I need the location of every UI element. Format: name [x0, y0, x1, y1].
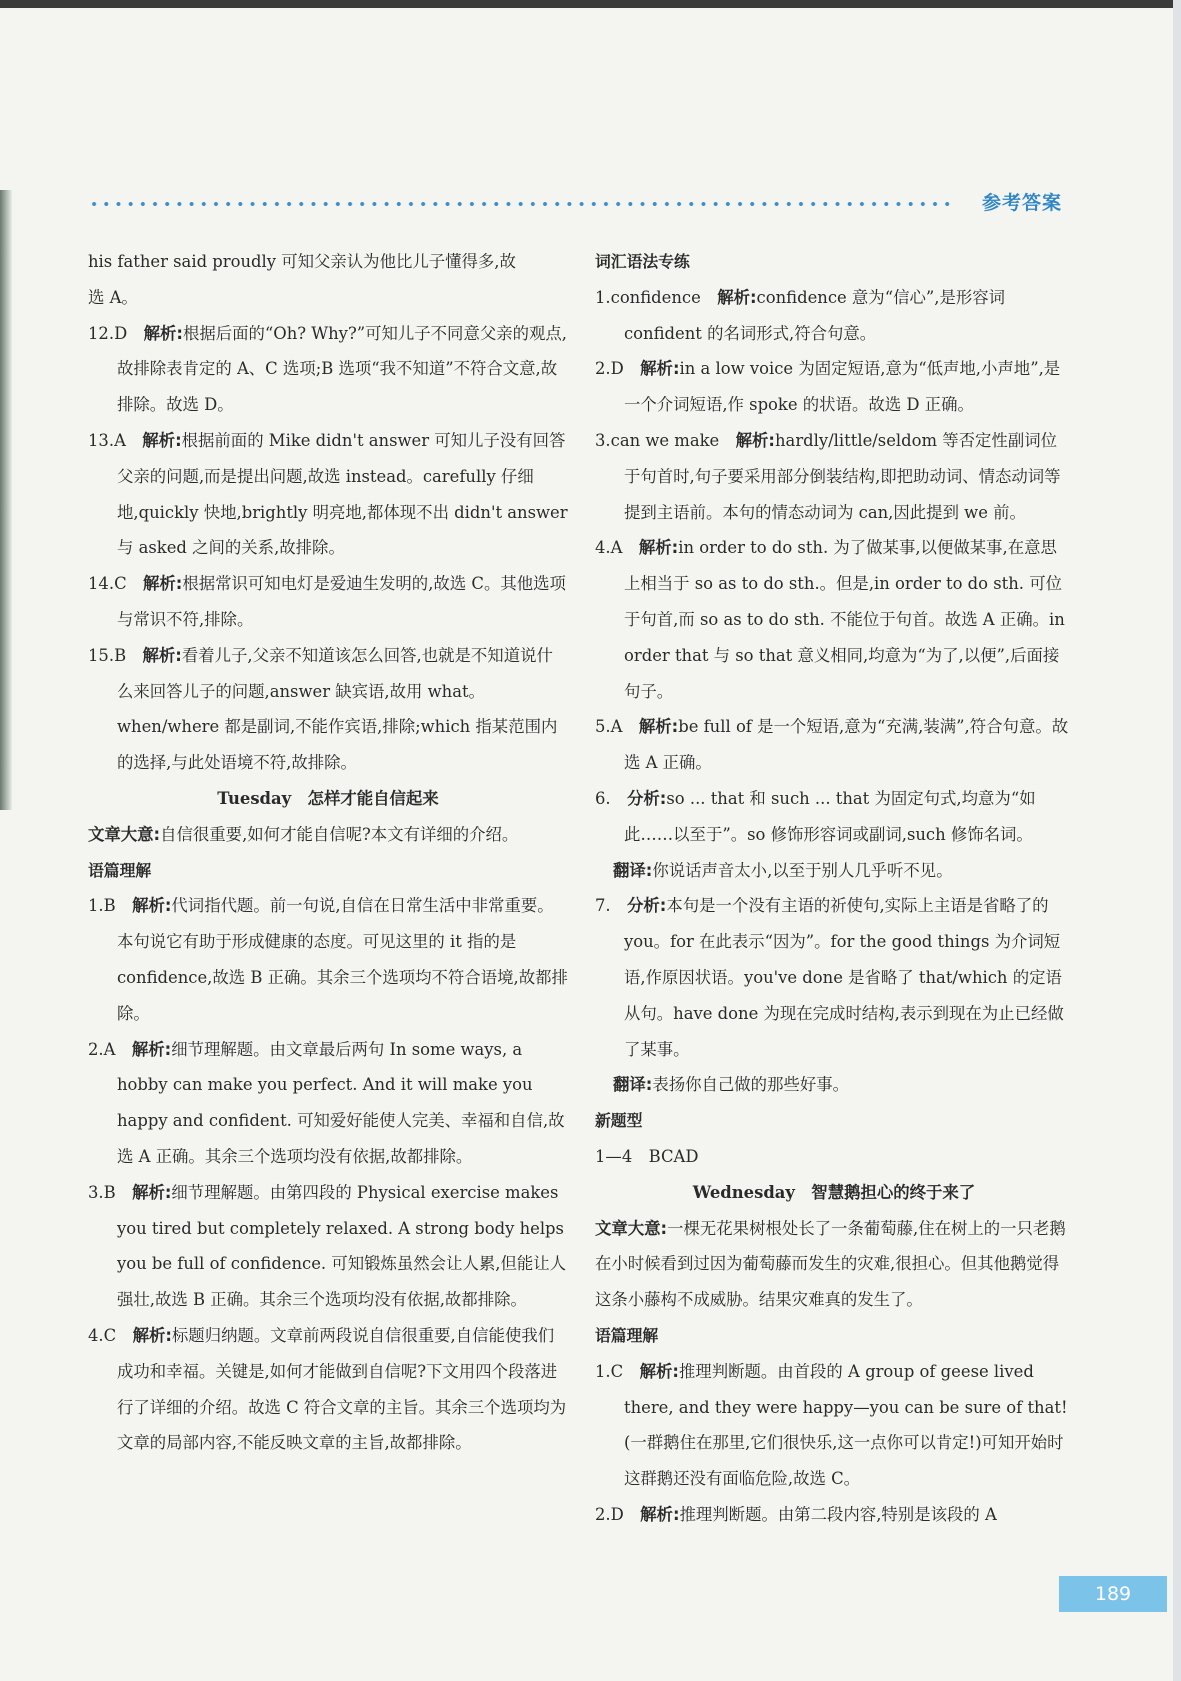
answer-number: 12.D: [88, 323, 128, 343]
answer-item: [595, 351, 1073, 423]
answer-number: 14.C: [88, 574, 127, 594]
answer-text: 代词指代题。前一句说,自信在日常生活中非常重要。本句说它有助于形成健康的态度。可见这里的 it 指的是 confidence,故选 B 正确。其余三个选项均不符合语境,故都排除。: [117, 896, 568, 1023]
summary-paragraph: [595, 1211, 1073, 1318]
scan-left-shadow: [0, 190, 12, 810]
answer-label: 解析:: [131, 1039, 172, 1059]
text-line: his father said proudly 可知父亲认为他比儿子懂得多,故: [88, 252, 516, 271]
answer-text: 根据后面的“Oh? Why?”可知儿子不同意父亲的观点,故排除表肯定的 A、C 选项;B 选项“我不知道”不符合文意,故排除。故选 D。: [117, 323, 568, 415]
answer-number: 4.A: [595, 538, 623, 558]
answer-item: [88, 316, 568, 423]
answer-label: 解析:: [638, 538, 679, 558]
answer-number: 7.: [595, 896, 611, 916]
answer-number: 4.C: [88, 1325, 117, 1345]
answer-item: [595, 423, 1073, 530]
answer-item: [595, 530, 1073, 709]
translation-label: 翻译:: [613, 1075, 653, 1095]
answer-number: 13.A: [88, 430, 126, 450]
answer-text: be full of 是一个短语,意为“充满,装满”,符合句意。故选 A 正确。: [624, 717, 1069, 773]
answer-label: 解析:: [638, 717, 679, 737]
day-heading: Tuesday 怎样才能自信起来: [217, 788, 439, 808]
answer-text: 细节理解题。由文章最后两句 In some ways, a hobby can make you perfect. And it will make you happy and confident. 可知爱好能使人完美、幸福和自信,故选 A 正确。其余三个选项均没有依据,故都排除。: [117, 1039, 565, 1166]
text-line: 1—4 BCAD: [595, 1146, 699, 1166]
summary-label: 文章大意:: [595, 1218, 668, 1238]
answer-number: 1.confidence: [595, 287, 701, 307]
section-heading: 语篇理解: [88, 860, 152, 880]
translation-text: 表扬你自己做的那些好事。: [652, 1075, 850, 1095]
answer-text: hardly/little/seldom 等否定性副词位于句首时,句子要采用部分倒装结构,即把助动词、情态动词等提到主语前。本句的情态动词为 can,因此提到 we 前。: [624, 430, 1061, 522]
answer-number: 3.B: [88, 1182, 116, 1202]
answer-text: 看着儿子,父亲不知道该怎么回答,也就是不知道说什么来回答儿子的问题,answer 缺宾语,故用 what。when/where 都是副词,不能作宾语,排除;which 指某范围内的选择,与此处语境不符,故排除。: [117, 645, 558, 773]
answer-label: 解析:: [717, 287, 757, 307]
answer-number: 3.can we make: [595, 430, 720, 450]
text-line: 选 A。: [88, 287, 138, 307]
answer-label: 解析:: [143, 323, 183, 343]
answer-number: 1.B: [88, 896, 116, 916]
answer-text: confidence 意为“信心”,是形容词 confident 的名词形式,符合句意。: [624, 287, 1006, 343]
answer-label: 解析:: [640, 359, 680, 379]
answer-item: [88, 638, 568, 781]
section-heading: 语篇理解: [595, 1325, 659, 1345]
answer-label: 解析:: [639, 1361, 679, 1381]
answer-text: 标题归纳题。文章前两段说自信很重要,自信能使我们成功和幸福。关键是,如何才能做到自信呢?下文用四个段落进行了详细的介绍。故选 C 符合文章的主旨。其余三个选项均为文章的局部内容,不能反映文章的主旨,故都排除。: [117, 1325, 567, 1453]
answer-number: 2.D: [595, 1504, 624, 1524]
answer-number: 6.: [595, 788, 611, 808]
answer-label: 解析:: [735, 430, 775, 450]
answer-text: 推理判断题。由首段的 A group of geese lived there, and they were happy—you can be sure of that!(一群鹅住在那里,它们很快乐,这一点你可以肯定!)可知开始时这群鹅还没有面临危险,故选 C。: [624, 1361, 1068, 1489]
answer-number: 2.A: [88, 1039, 116, 1059]
summary-text: 自信很重要,如何才能自信呢?本文有详细的介绍。: [160, 824, 519, 844]
answer-text: 本句是一个没有主语的祈使句,实际上主语是省略了的 you。for 在此表示“因为”。for the good things 为介词短语,作原因状语。you've done 是省略了 that/which 的定语从句。have done 为现在完成时结构,表示到现在为止已经做了某事。: [624, 896, 1064, 1059]
answer-item: [88, 1318, 568, 1461]
answer-item: [88, 1032, 568, 1175]
answer-number: 5.A: [595, 717, 623, 737]
answer-text: in a low voice 为固定短语,意为“低声地,小声地”,是一个介词短语,作 spoke 的状语。故选 D 正确。: [624, 359, 1061, 415]
page-number: 189: [1059, 1576, 1167, 1612]
answer-text: so ... that 和 such ... that 为固定句式,均意为“如此……以至于”。so 修饰形容词或副词,such 修饰名词。: [624, 788, 1036, 844]
answer-text: 根据常识可知电灯是爱迪生发明的,故选 C。其他选项与常识不符,排除。: [117, 574, 566, 629]
answer-label: 解析:: [132, 896, 172, 916]
answer-text: in order to do sth. 为了做某事,以便做某事,在意思上相当于 so as to do sth.。但是,in order to do sth. 可位于句首,而 so as to do sth. 不能位于句首。故选 A 正确。in order that 与 so that 意义相同,均意为“为了,以便”,后面接句子。: [624, 538, 1065, 701]
answer-text: 推理判断题。由第二段内容,特别是该段的 A: [679, 1504, 997, 1524]
translation-line: [595, 853, 1073, 889]
answer-label: 解析:: [142, 645, 182, 665]
answer-number: 15.B: [88, 645, 127, 665]
translation-text: 你说话声音太小,以至于别人几乎听不见。: [652, 860, 953, 880]
answer-label: 分析:: [627, 896, 667, 916]
answer-number: 1.C: [595, 1361, 624, 1381]
answer-text: 根据前面的 Mike didn't answer 可知儿子没有回答父亲的问题,而是提出问题,故选 instead。carefully 仔细地,quickly 快地,brightly 明亮地,都体现不出 didn't answer 与 asked 之间的关系,故排除。: [117, 430, 568, 558]
answer-item: [595, 1497, 1073, 1533]
answer-label: 解析:: [142, 430, 182, 450]
scan-right-edge: [1173, 0, 1181, 1681]
day-heading: Wednesday 智慧鹅担心的终于来了: [692, 1182, 976, 1202]
answer-item: [88, 1175, 568, 1318]
section-heading: 词汇语法专练: [595, 252, 690, 271]
header-dotted-rule: [88, 202, 950, 206]
answer-label: 解析:: [132, 1325, 172, 1345]
answer-item: [595, 709, 1073, 781]
answer-label: 解析:: [132, 1182, 172, 1202]
answer-item: [88, 423, 568, 566]
translation-label: 翻译:: [613, 860, 653, 880]
summary-text: 一棵无花果树根处长了一条葡萄藤,住在树上的一只老鹅在小时候看到过因为葡萄藤而发生的灾难,很担心。但其他鹅觉得这条小藤构不成威胁。结果灾难真的发生了。: [595, 1218, 1066, 1310]
left-column: [88, 244, 568, 1461]
scan-top-edge: [0, 0, 1181, 8]
answer-item: [595, 888, 1073, 1067]
answer-item: [595, 280, 1073, 352]
answer-item: [595, 1354, 1073, 1497]
answer-label: 分析:: [627, 788, 667, 808]
section-heading: 新题型: [595, 1111, 643, 1131]
summary-paragraph: [88, 817, 568, 853]
answer-label: 解析:: [640, 1504, 680, 1524]
answer-item: [88, 888, 568, 1031]
answer-text: 细节理解题。由第四段的 Physical exercise makes you tired but completely relaxed. A strong body helps you be full of confidence. 可知锻炼虽然会让人累,但能让人强壮,故选 B 正确。其余三个选项均没有依据,故都排除。: [117, 1182, 567, 1310]
answer-item: [595, 781, 1073, 853]
translation-line: [595, 1067, 1073, 1103]
summary-label: 文章大意:: [88, 824, 161, 844]
page-header-title: 参考答案: [982, 192, 1063, 214]
answer-label: 解析:: [143, 574, 183, 594]
answer-number: 2.D: [595, 359, 624, 379]
right-column: [595, 244, 1073, 1533]
answer-item: [88, 566, 568, 638]
